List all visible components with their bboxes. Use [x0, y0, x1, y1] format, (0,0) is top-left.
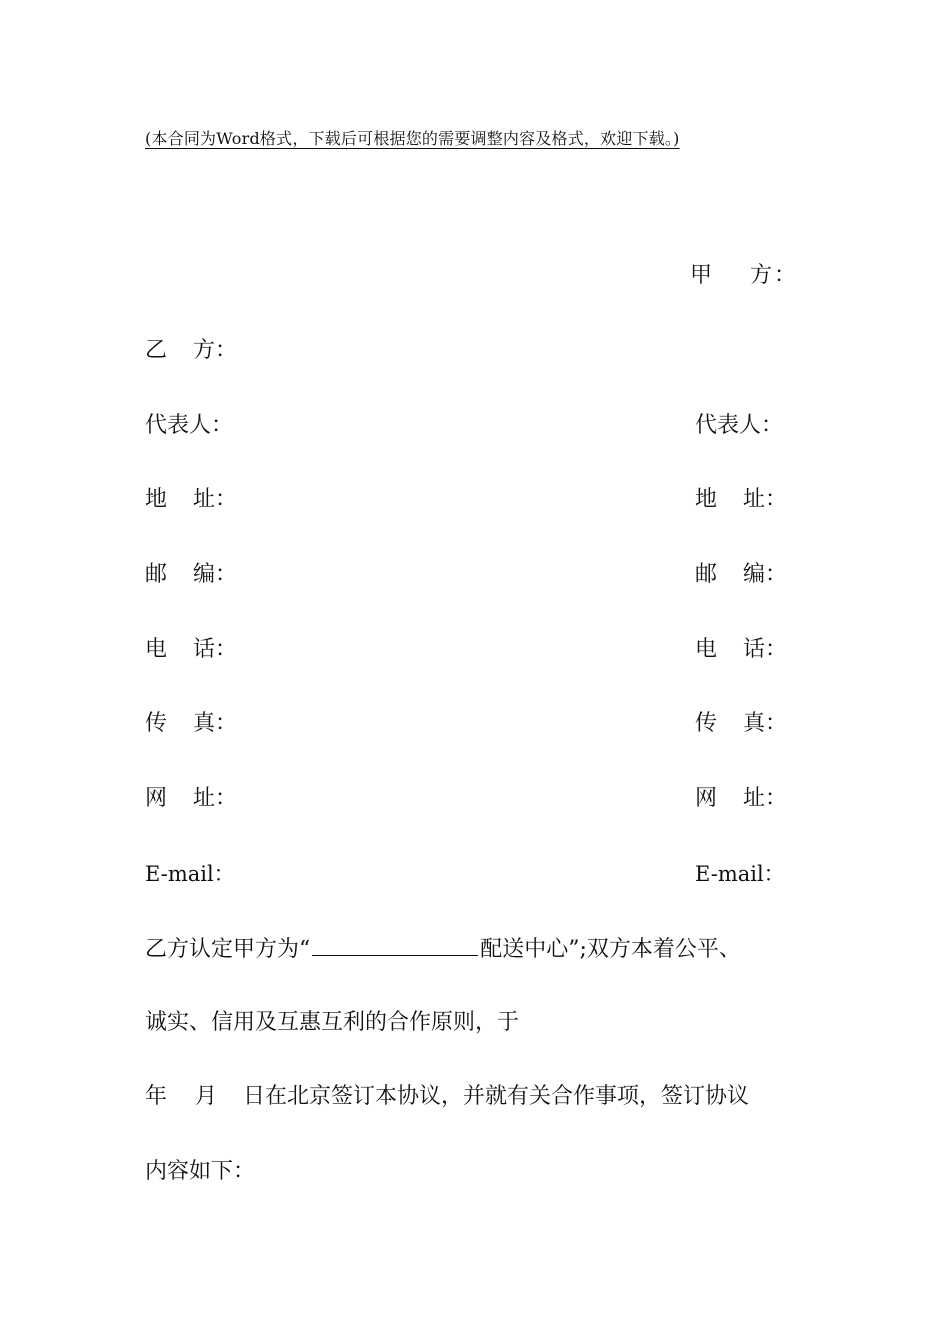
- left-address-label: 地 址：: [145, 487, 238, 512]
- left-representative-label: 代表人：: [145, 413, 234, 438]
- paragraph-line-2: 诚实、信用及互惠互利的合作原则，于: [145, 1010, 520, 1035]
- left-email-label: E-mail：: [145, 862, 235, 886]
- left-phone-label: 电 话：: [145, 637, 238, 662]
- download-notice: (本合同为Word格式，下载后可根据您的需要调整内容及格式，欢迎下载。): [145, 129, 680, 148]
- left-fax-label: 传 真：: [145, 711, 238, 736]
- right-email-label: E-mail：: [695, 862, 785, 886]
- right-postcode-label: 邮 编：: [695, 562, 788, 587]
- left-postcode-label: 邮 编：: [145, 562, 238, 587]
- right-representative-label: 代表人：: [695, 413, 784, 438]
- right-address-label: 地 址：: [695, 487, 788, 512]
- paragraph-line-1: 乙方认定甲方为“ 配送中心”;双方本着公平、: [145, 933, 741, 965]
- paragraph-line-3: 年 月 日在北京签订本协议，并就有关合作事项，签订协议: [145, 1084, 750, 1109]
- left-website-label: 网 址：: [145, 786, 238, 811]
- party-a-label: 甲 方：: [690, 263, 799, 288]
- party-b-label: 乙 方：: [145, 338, 238, 363]
- paragraph-line-4: 内容如下：: [145, 1159, 256, 1184]
- right-phone-label: 电 话：: [695, 637, 788, 662]
- right-fax-label: 传 真：: [695, 711, 788, 736]
- center-name-blank: [312, 933, 478, 956]
- right-website-label: 网 址：: [695, 786, 788, 811]
